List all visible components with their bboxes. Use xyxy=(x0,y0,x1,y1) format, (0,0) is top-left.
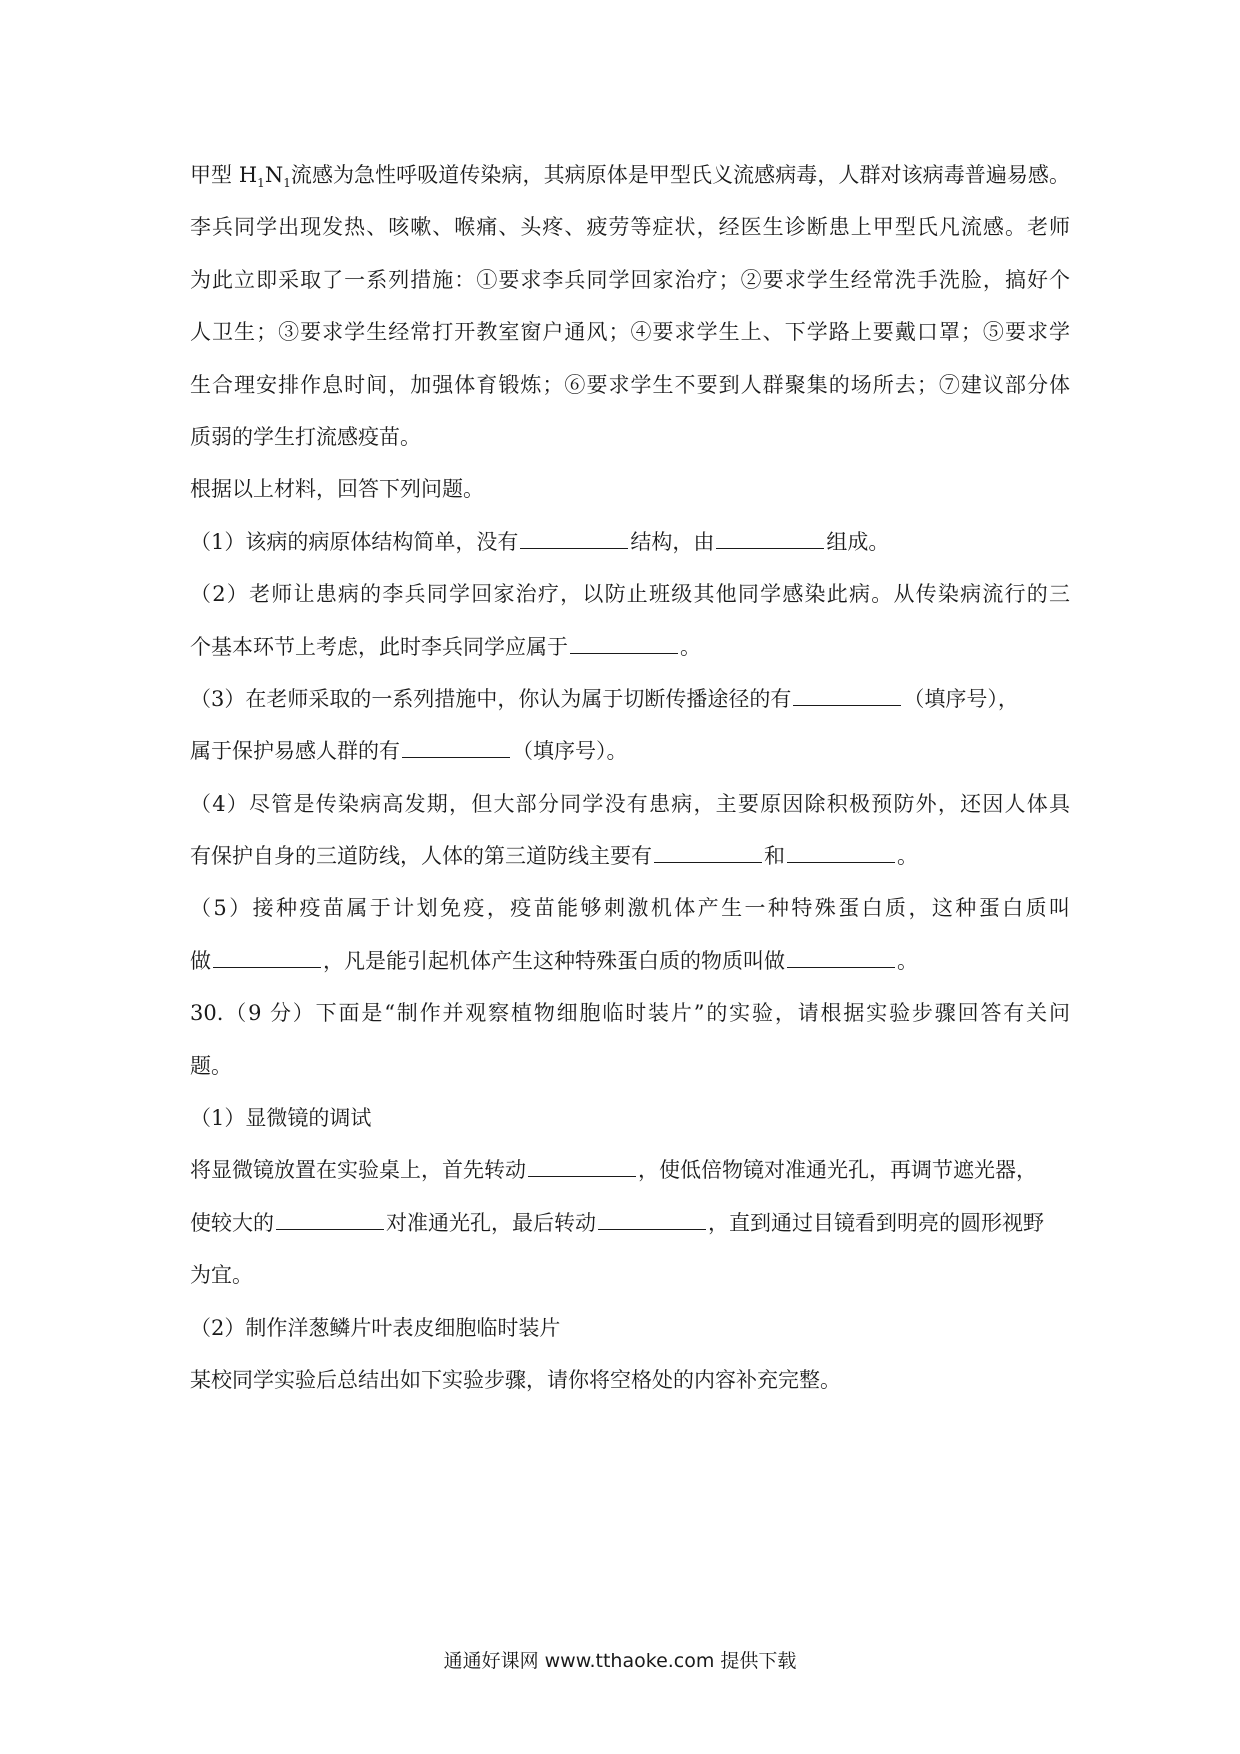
question-1 xyxy=(190,529,1070,581)
passage-line-5: 生合理安排作息时间，加强体育锻炼；⑥要求学生不要到人群聚集的场所去；⑦建议部分体 xyxy=(190,372,1070,397)
answer-blank[interactable] xyxy=(716,530,824,549)
question-3-line-1 xyxy=(190,686,1070,738)
subquestion-2-title: （2）制作洋葱鳞片叶表皮细胞临时装片 xyxy=(190,1315,561,1340)
subquestion-1-title: （1）显微镜的调试 xyxy=(190,1106,372,1131)
text: 甲型 H xyxy=(190,163,258,187)
question-5-line-2 xyxy=(190,948,1070,1000)
text: 使较大的 xyxy=(190,1210,274,1235)
text: （3）在老师采取的一系列措施中，你认为属于切断传播途径的有 xyxy=(190,686,792,711)
page-footer: 通通好课网 www.tthaoke.com 提供下载 xyxy=(443,1650,797,1672)
passage-line-2: 李兵同学出现发热、咳嗽、喉痛、头疼、疲劳等症状，经医生诊断患上甲型氏凡流感。老师 xyxy=(190,215,1070,240)
answer-blank[interactable] xyxy=(528,1158,636,1177)
answer-blank[interactable] xyxy=(787,949,895,968)
text: （填序号）。 xyxy=(512,739,628,764)
answer-blank[interactable] xyxy=(570,635,678,654)
question-5-line-1: （5）接种疫苗属于计划免疫，疫苗能够刺激机体产生一种特殊蛋白质，这种蛋白质叫 xyxy=(190,896,1070,921)
subquestion-1-line-1 xyxy=(190,1157,1070,1209)
text: ，使低倍物镜对准通光孔，再调节遮光器， xyxy=(638,1158,1037,1183)
question-30-line-1: 30.（9 分）下面是“制作并观察植物细胞临时装片”的实验，请根据实验步骤回答有关问 xyxy=(190,1001,1070,1026)
document-body xyxy=(190,162,1070,1419)
text: 和 xyxy=(764,844,785,869)
text: ，凡是能引起机体产生这种特殊蛋白质的物质叫做 xyxy=(323,948,785,973)
passage-line-3: 为此立即采取了一系列措施：①要求李兵同学回家治疗；②要求学生经常洗手洗脸，搞好个 xyxy=(190,267,1070,292)
answer-blank[interactable] xyxy=(520,530,628,549)
text: 对准通光孔，最后转动 xyxy=(386,1210,596,1235)
answer-blank[interactable] xyxy=(598,1211,706,1230)
text: 组成。 xyxy=(826,529,890,554)
question-3-line-2 xyxy=(190,738,1070,790)
text: 将显微镜放置在实验桌上，首先转动 xyxy=(190,1158,526,1183)
text: ，直到通过目镜看到明亮的圆形视野 xyxy=(708,1210,1044,1235)
subscript: 1 xyxy=(283,176,291,191)
passage-line-1 xyxy=(190,162,1070,214)
passage-line-6: 质弱的学生打流感疫苗。 xyxy=(190,424,421,449)
text: （填序号）， xyxy=(903,686,1019,711)
answer-blank[interactable] xyxy=(402,739,510,758)
answer-blank[interactable] xyxy=(787,844,895,863)
text: 结构，由 xyxy=(630,529,715,554)
question-4-line-2 xyxy=(190,843,1070,895)
text: 。 xyxy=(897,844,918,869)
text: 。 xyxy=(680,634,701,659)
subquestion-1-line-2 xyxy=(190,1210,1070,1262)
answer-blank[interactable] xyxy=(276,1211,384,1230)
question-2-line-2 xyxy=(190,634,1070,686)
question-30-line-2: 题。 xyxy=(190,1053,232,1078)
text: （1）该病的病原体结构简单，没有 xyxy=(190,529,519,554)
text: 。 xyxy=(897,948,918,973)
text: 流感为急性呼吸道传染病，其病原体是甲型氏义流感病毒，人群对该病毒普遍易感。 xyxy=(290,163,1070,187)
text: 属于保护易感人群的有 xyxy=(190,739,400,764)
text: 有保护自身的三道防线，人体的第三道防线主要有 xyxy=(190,844,652,869)
answer-blank[interactable] xyxy=(213,949,321,968)
question-4-line-1: （4）尽管是传染病高发期，但大部分同学没有患病，主要原因除积极预防外，还因人体具 xyxy=(190,791,1070,816)
instruction: 根据以上材料，回答下列问题。 xyxy=(190,477,484,502)
question-2-line-1: （2）老师让患病的李兵同学回家治疗，以防止班级其他同学感染此病。从传染病流行的三 xyxy=(190,582,1070,607)
subquestion-2-line-1: 某校同学实验后总结出如下实验步骤，请你将空格处的内容补充完整。 xyxy=(190,1367,841,1392)
subscript: 1 xyxy=(257,176,265,191)
text: 个基本环节上考虑，此时李兵同学应属于 xyxy=(190,634,568,659)
subquestion-1-line-3: 为宜。 xyxy=(190,1263,253,1288)
answer-blank[interactable] xyxy=(654,844,762,863)
passage-line-4: 人卫生；③要求学生经常打开教室窗户通风；④要求学生上、下学路上要戴口罩；⑤要求学 xyxy=(190,320,1070,345)
answer-blank[interactable] xyxy=(793,687,901,706)
text: 做 xyxy=(190,948,211,973)
text: N xyxy=(264,163,284,187)
